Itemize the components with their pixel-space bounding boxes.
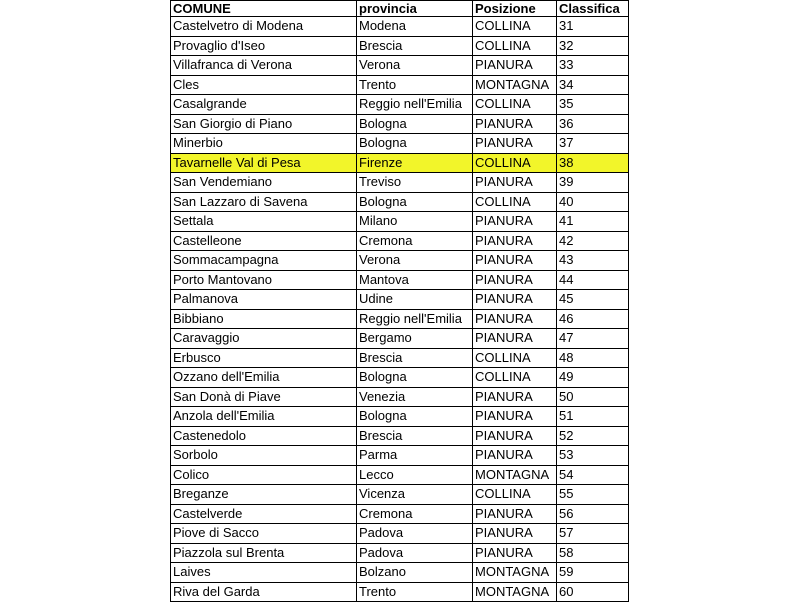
- cell-provincia: Bologna: [357, 134, 473, 154]
- cell-comune: Provaglio d'Iseo: [171, 36, 357, 56]
- table-row: [171, 17, 629, 37]
- cell-classifica: 39: [557, 173, 629, 193]
- header-provincia: provincia: [357, 1, 473, 17]
- table-row: [171, 387, 629, 407]
- cell-classifica: 54: [557, 465, 629, 485]
- cell-classifica: 50: [557, 387, 629, 407]
- table-row: [171, 75, 629, 95]
- cell-comune: Piove di Sacco: [171, 524, 357, 544]
- cell-posizione: PIANURA: [473, 446, 557, 466]
- cell-posizione: MONTAGNA: [473, 75, 557, 95]
- cell-classifica: 57: [557, 524, 629, 544]
- cell-provincia: Cremona: [357, 504, 473, 524]
- table-row: [171, 348, 629, 368]
- table-row: [171, 465, 629, 485]
- cell-comune: Castelverde: [171, 504, 357, 524]
- table-row: [171, 134, 629, 154]
- table-row: [171, 309, 629, 329]
- cell-classifica: 52: [557, 426, 629, 446]
- cell-posizione: PIANURA: [473, 134, 557, 154]
- cell-comune: Anzola dell'Emilia: [171, 407, 357, 427]
- table-row: [171, 36, 629, 56]
- cell-posizione: COLLINA: [473, 368, 557, 388]
- cell-comune: Piazzola sul Brenta: [171, 543, 357, 563]
- cell-posizione: PIANURA: [473, 309, 557, 329]
- cell-provincia: Bologna: [357, 368, 473, 388]
- cell-posizione: PIANURA: [473, 56, 557, 76]
- cell-provincia: Bolzano: [357, 563, 473, 583]
- cell-provincia: Modena: [357, 17, 473, 37]
- cell-provincia: Padova: [357, 543, 473, 563]
- cell-provincia: Parma: [357, 446, 473, 466]
- cell-provincia: Trento: [357, 75, 473, 95]
- cell-classifica: 51: [557, 407, 629, 427]
- cell-provincia: Bologna: [357, 192, 473, 212]
- cell-provincia: Firenze: [357, 153, 473, 173]
- cell-posizione: PIANURA: [473, 114, 557, 134]
- cell-comune: San Vendemiano: [171, 173, 357, 193]
- cell-posizione: PIANURA: [473, 231, 557, 251]
- cell-classifica: 55: [557, 485, 629, 505]
- cell-posizione: COLLINA: [473, 485, 557, 505]
- cell-comune: Porto Mantovano: [171, 270, 357, 290]
- cell-classifica: 33: [557, 56, 629, 76]
- cell-classifica: 31: [557, 17, 629, 37]
- cell-provincia: Brescia: [357, 36, 473, 56]
- cell-comune: Caravaggio: [171, 329, 357, 349]
- cell-classifica: 41: [557, 212, 629, 232]
- cell-comune: Castelvetro di Modena: [171, 17, 357, 37]
- cell-comune: Settala: [171, 212, 357, 232]
- table-row: [171, 173, 629, 193]
- cell-classifica: 58: [557, 543, 629, 563]
- cell-classifica: 36: [557, 114, 629, 134]
- cell-classifica: 43: [557, 251, 629, 271]
- cell-posizione: PIANURA: [473, 173, 557, 193]
- cell-classifica: 42: [557, 231, 629, 251]
- cell-comune: Castelleone: [171, 231, 357, 251]
- cell-provincia: Bergamo: [357, 329, 473, 349]
- classifica-table: [170, 0, 629, 602]
- cell-provincia: Padova: [357, 524, 473, 544]
- cell-classifica: 49: [557, 368, 629, 388]
- cell-provincia: Cremona: [357, 231, 473, 251]
- table-row: [171, 446, 629, 466]
- table-row: [171, 153, 629, 173]
- cell-provincia: Venezia: [357, 387, 473, 407]
- cell-comune: San Giorgio di Piano: [171, 114, 357, 134]
- cell-comune: Riva del Garda: [171, 582, 357, 602]
- cell-posizione: PIANURA: [473, 212, 557, 232]
- cell-comune: San Lazzaro di Savena: [171, 192, 357, 212]
- table-body: [171, 17, 629, 602]
- cell-comune: San Donà di Piave: [171, 387, 357, 407]
- table-row: [171, 485, 629, 505]
- table-row: [171, 212, 629, 232]
- cell-provincia: Reggio nell'Emilia: [357, 95, 473, 115]
- cell-posizione: COLLINA: [473, 348, 557, 368]
- cell-comune: Colico: [171, 465, 357, 485]
- cell-comune: Cles: [171, 75, 357, 95]
- cell-posizione: PIANURA: [473, 270, 557, 290]
- cell-provincia: Udine: [357, 290, 473, 310]
- table-row: [171, 192, 629, 212]
- cell-classifica: 48: [557, 348, 629, 368]
- cell-posizione: PIANURA: [473, 504, 557, 524]
- cell-provincia: Trento: [357, 582, 473, 602]
- cell-comune: Breganze: [171, 485, 357, 505]
- header-comune: COMUNE: [171, 1, 357, 17]
- cell-provincia: Brescia: [357, 348, 473, 368]
- table-row: [171, 290, 629, 310]
- cell-comune: Erbusco: [171, 348, 357, 368]
- cell-comune: Minerbio: [171, 134, 357, 154]
- cell-classifica: 47: [557, 329, 629, 349]
- table-row: [171, 270, 629, 290]
- table-row: [171, 95, 629, 115]
- header-posizione: Posizione: [473, 1, 557, 17]
- table-row: [171, 426, 629, 446]
- cell-posizione: MONTAGNA: [473, 563, 557, 583]
- cell-posizione: MONTAGNA: [473, 465, 557, 485]
- cell-classifica: 56: [557, 504, 629, 524]
- cell-posizione: COLLINA: [473, 36, 557, 56]
- cell-posizione: COLLINA: [473, 17, 557, 37]
- table-row: [171, 114, 629, 134]
- header-row: [171, 1, 629, 17]
- cell-classifica: 37: [557, 134, 629, 154]
- cell-provincia: Bologna: [357, 114, 473, 134]
- cell-comune: Casalgrande: [171, 95, 357, 115]
- cell-posizione: PIANURA: [473, 251, 557, 271]
- cell-comune: Tavarnelle Val di Pesa: [171, 153, 357, 173]
- header-classifica: Classifica: [557, 1, 629, 17]
- table-row: [171, 582, 629, 602]
- cell-comune: Bibbiano: [171, 309, 357, 329]
- cell-posizione: PIANURA: [473, 524, 557, 544]
- table-row: [171, 543, 629, 563]
- cell-comune: Castenedolo: [171, 426, 357, 446]
- cell-provincia: Lecco: [357, 465, 473, 485]
- cell-comune: Laives: [171, 563, 357, 583]
- cell-posizione: PIANURA: [473, 543, 557, 563]
- cell-comune: Villafranca di Verona: [171, 56, 357, 76]
- spreadsheet: [170, 0, 628, 602]
- cell-classifica: 45: [557, 290, 629, 310]
- cell-posizione: PIANURA: [473, 329, 557, 349]
- cell-posizione: MONTAGNA: [473, 582, 557, 602]
- cell-posizione: COLLINA: [473, 192, 557, 212]
- cell-classifica: 32: [557, 36, 629, 56]
- cell-provincia: Treviso: [357, 173, 473, 193]
- cell-provincia: Vicenza: [357, 485, 473, 505]
- cell-comune: Ozzano dell'Emilia: [171, 368, 357, 388]
- table-row: [171, 524, 629, 544]
- cell-provincia: Brescia: [357, 426, 473, 446]
- cell-provincia: Milano: [357, 212, 473, 232]
- table-row: [171, 231, 629, 251]
- table-row: [171, 407, 629, 427]
- cell-classifica: 60: [557, 582, 629, 602]
- cell-classifica: 46: [557, 309, 629, 329]
- cell-posizione: PIANURA: [473, 426, 557, 446]
- cell-posizione: PIANURA: [473, 407, 557, 427]
- cell-classifica: 38: [557, 153, 629, 173]
- cell-classifica: 34: [557, 75, 629, 95]
- cell-provincia: Verona: [357, 251, 473, 271]
- cell-comune: Palmanova: [171, 290, 357, 310]
- cell-posizione: COLLINA: [473, 95, 557, 115]
- table-row: [171, 329, 629, 349]
- cell-provincia: Bologna: [357, 407, 473, 427]
- cell-classifica: 44: [557, 270, 629, 290]
- cell-comune: Sorbolo: [171, 446, 357, 466]
- cell-provincia: Verona: [357, 56, 473, 76]
- cell-classifica: 40: [557, 192, 629, 212]
- cell-classifica: 53: [557, 446, 629, 466]
- cell-classifica: 35: [557, 95, 629, 115]
- table-row: [171, 563, 629, 583]
- cell-provincia: Reggio nell'Emilia: [357, 309, 473, 329]
- cell-provincia: Mantova: [357, 270, 473, 290]
- cell-posizione: COLLINA: [473, 153, 557, 173]
- table-row: [171, 504, 629, 524]
- cell-posizione: PIANURA: [473, 290, 557, 310]
- cell-posizione: PIANURA: [473, 387, 557, 407]
- cell-comune: Sommacampagna: [171, 251, 357, 271]
- cell-classifica: 59: [557, 563, 629, 583]
- table-row: [171, 56, 629, 76]
- table-row: [171, 251, 629, 271]
- table-row: [171, 368, 629, 388]
